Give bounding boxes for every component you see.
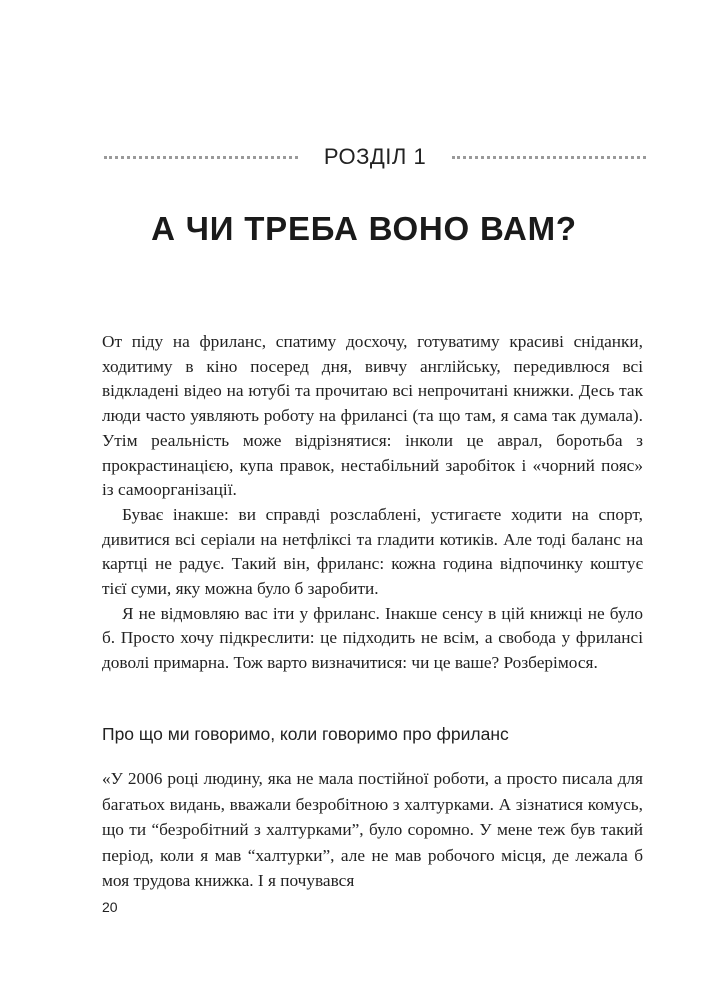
dotted-rule-right bbox=[452, 156, 646, 159]
chapter-header bbox=[104, 139, 646, 175]
paragraph: Буває інакше: ви справді розслаблені, устигаєте ходити на спорт, дивитися всі серіали на нетфліксі та гладити котиків. Але тоді баланс на картці не радує. Такий він, фриланс: кожна година відпочинку коштує тієї суми, яку можна було б заробити. bbox=[102, 504, 643, 599]
chapter-label: РОЗДІЛ 1 bbox=[323, 144, 427, 169]
quote-paragraph: «У 2006 році людину, яка не мала постійної роботи, а просто писала для багатьох видань, вважали безробітною з халтурками. А зізнатися комусь, що ти “безробітний з халтурками”, було соромно. У мене теж був такий період, коли я мав “халтурки”, але не мав робочого місця, де лежала б моя трудова книжка. І я почувався bbox=[102, 769, 643, 890]
chapter-title: А ЧИ ТРЕБА ВОНО ВАМ? bbox=[151, 210, 577, 247]
paragraph: От піду на фриланс, спатиму досхочу, готуватиму красиві сніданки, ходитиму в кіно посеред дня, вивчу англійську, передивлюся всі відкладені відео на ютубі та прочитаю всі непрочитані книжки. Десь так люди часто уявляють роботу на фрилансі (та що там, я сама так думала). Утім реальність може відрізнятися: інколи це аврал, боротьба з прокрастинацією, купа правок, нестабільний заробіток і «чорний пояс» із самоорганізації. bbox=[102, 332, 643, 500]
page-number: 20 bbox=[102, 899, 118, 915]
paragraph: Я не відмовляю вас іти у фриланс. Інакше сенсу в цій книжці не було б. Просто хочу підкреслити: це підходить не всім, а свобода у фрилансі доволі примарна. Тож варто визначитися: чи це ваше? Розберімося. bbox=[102, 603, 643, 673]
dotted-rule-left bbox=[104, 156, 298, 159]
section-heading: Про що ми говоримо, коли говоримо про фриланс bbox=[102, 724, 509, 744]
body-text bbox=[102, 330, 643, 676]
